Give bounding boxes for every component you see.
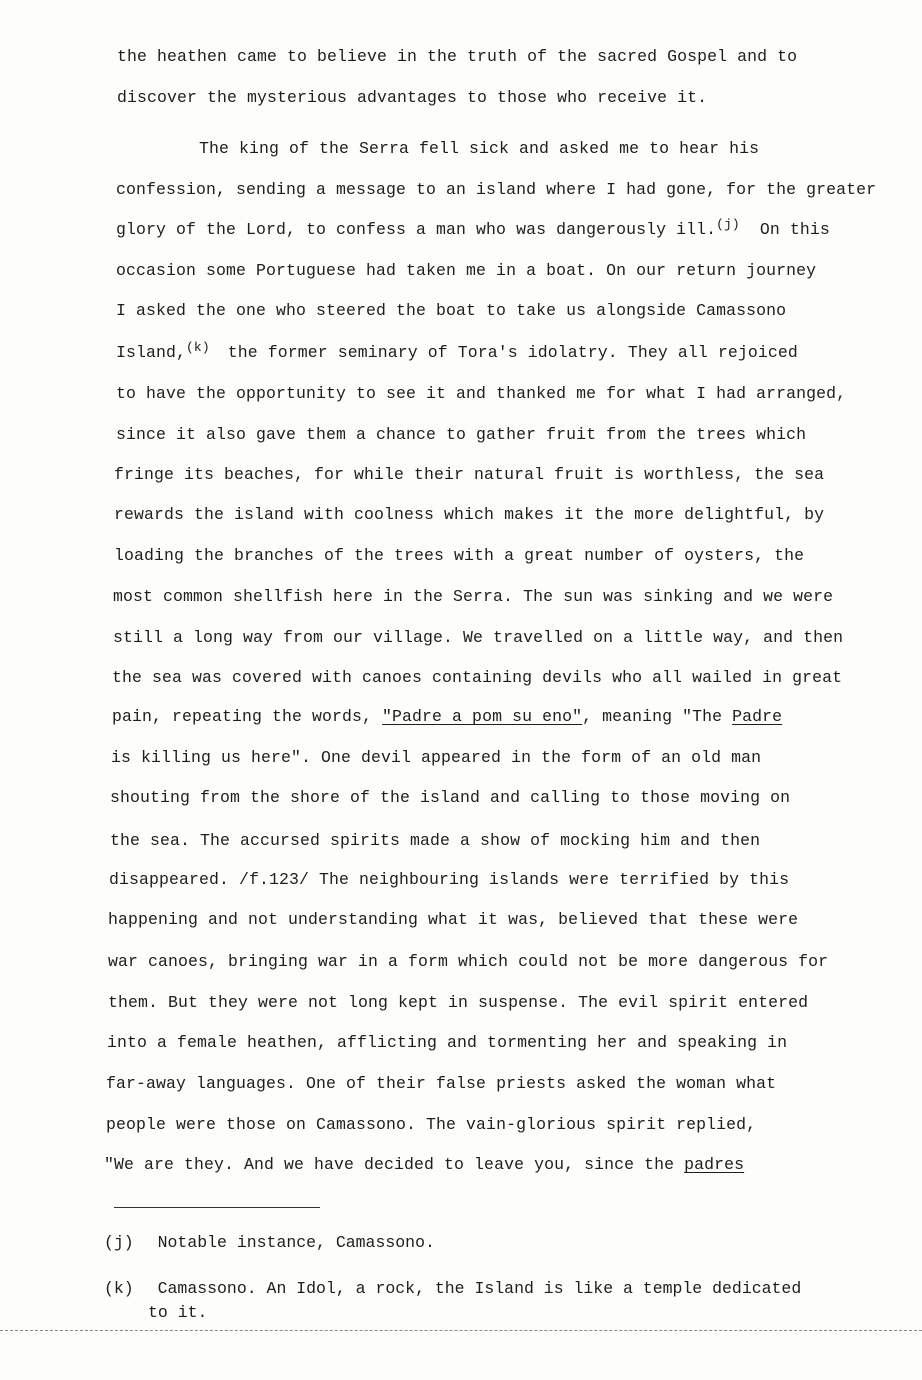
text-line-13: loading the branches of the trees with a great number of oysters, the [114, 546, 805, 565]
text-line-22: happening and not understanding what it was, believed that these were [108, 910, 799, 929]
text-line-16: the sea was covered with canoes containing devils who all wailed in great [112, 668, 843, 687]
text-line-24: them. But they were not long kept in suspense. The evil spirit entered [108, 993, 809, 1012]
text-line-10: since it also gave them a chance to gather fruit from the trees which [116, 425, 807, 444]
footnote-ref-k: (k) [186, 340, 210, 355]
text-line-23: war canoes, bringing war in a form which could not be more dangerous for [108, 952, 829, 971]
footnote-k-continuation: to it. [148, 1303, 208, 1322]
footnote-ref-j: (j) [716, 217, 740, 232]
text-line-8-end: the former seminary of Tora's idolatry. They all rejoiced [227, 343, 798, 362]
page-bottom-edge [0, 1330, 922, 1331]
text-line-6: occasion some Portuguese had taken me in a boat. On our return journey [116, 261, 817, 280]
footnote-k-text: Camassono. An Idol, a rock, the Island is like a temple dedicated [157, 1279, 802, 1298]
text-line-7: I asked the one who steered the boat to take us alongside Camassono [116, 301, 787, 320]
text-line-18: is killing us here". One devil appeared in the form of an old man [111, 748, 762, 767]
text-line-25: into a female heathen, afflicting and tormenting her and speaking in [107, 1033, 788, 1052]
text-line-17-start: pain, repeating the words, [112, 707, 383, 726]
text-line-21: disappeared. /f.123/ The neighbouring islands were terrified by this [109, 870, 790, 889]
text-line-15: still a long way from our village. We travelled on a little way, and then [113, 628, 844, 647]
text-line-11: fringe its beaches, for while their natural fruit is worthless, the sea [114, 465, 825, 484]
footnote-j [104, 1233, 435, 1253]
text-line-17-mid: , meaning "The [582, 707, 733, 726]
underlined-padres: padres [684, 1155, 745, 1174]
text-line-3: The king of the Serra fell sick and asked me to hear his [199, 139, 760, 158]
footnote-divider [114, 1207, 320, 1208]
footnote-j-text: Notable instance, Camassono. [157, 1233, 435, 1252]
text-line-28-start: "We are they. And we have decided to leave you, since the [104, 1155, 685, 1174]
text-line-5-end: On this [759, 220, 830, 239]
underlined-padre: Padre [732, 707, 783, 726]
text-line-20: the sea. The accursed spirits made a show of mocking him and then [110, 831, 761, 850]
text-line-28 [104, 1155, 744, 1175]
text-line-2: discover the mysterious advantages to those who receive it. [117, 88, 708, 107]
text-line-8-start: Island, [116, 343, 187, 362]
text-line-1: the heathen came to believe in the truth of the sacred Gospel and to [117, 47, 798, 66]
text-line-4: confession, sending a message to an island where I had gone, for the greater [116, 180, 877, 199]
text-line-5-main: glory of the Lord, to confess a man who was dangerously ill. [116, 220, 717, 239]
text-line-14: most common shellfish here in the Serra. The sun was sinking and we were [113, 587, 834, 606]
text-line-27: people were those on Camassono. The vain-glorious spirit replied, [106, 1115, 757, 1134]
text-line-12: rewards the island with coolness which makes it the more delightful, by [114, 505, 825, 524]
footnote-j-marker: (j) [104, 1233, 134, 1252]
footnote-k-marker: (k) [104, 1279, 134, 1298]
quoted-phrase: "Padre a pom su eno" [382, 707, 583, 726]
text-line-17 [112, 707, 782, 727]
footnote-k [104, 1279, 801, 1299]
text-line-19: shouting from the shore of the island and calling to those moving on [110, 788, 791, 807]
text-line-9: to have the opportunity to see it and thanked me for what I had arranged, [116, 384, 847, 403]
text-line-26: far-away languages. One of their false priests asked the woman what [106, 1074, 777, 1093]
text-line-8 [116, 340, 798, 363]
text-line-5 [116, 217, 830, 240]
